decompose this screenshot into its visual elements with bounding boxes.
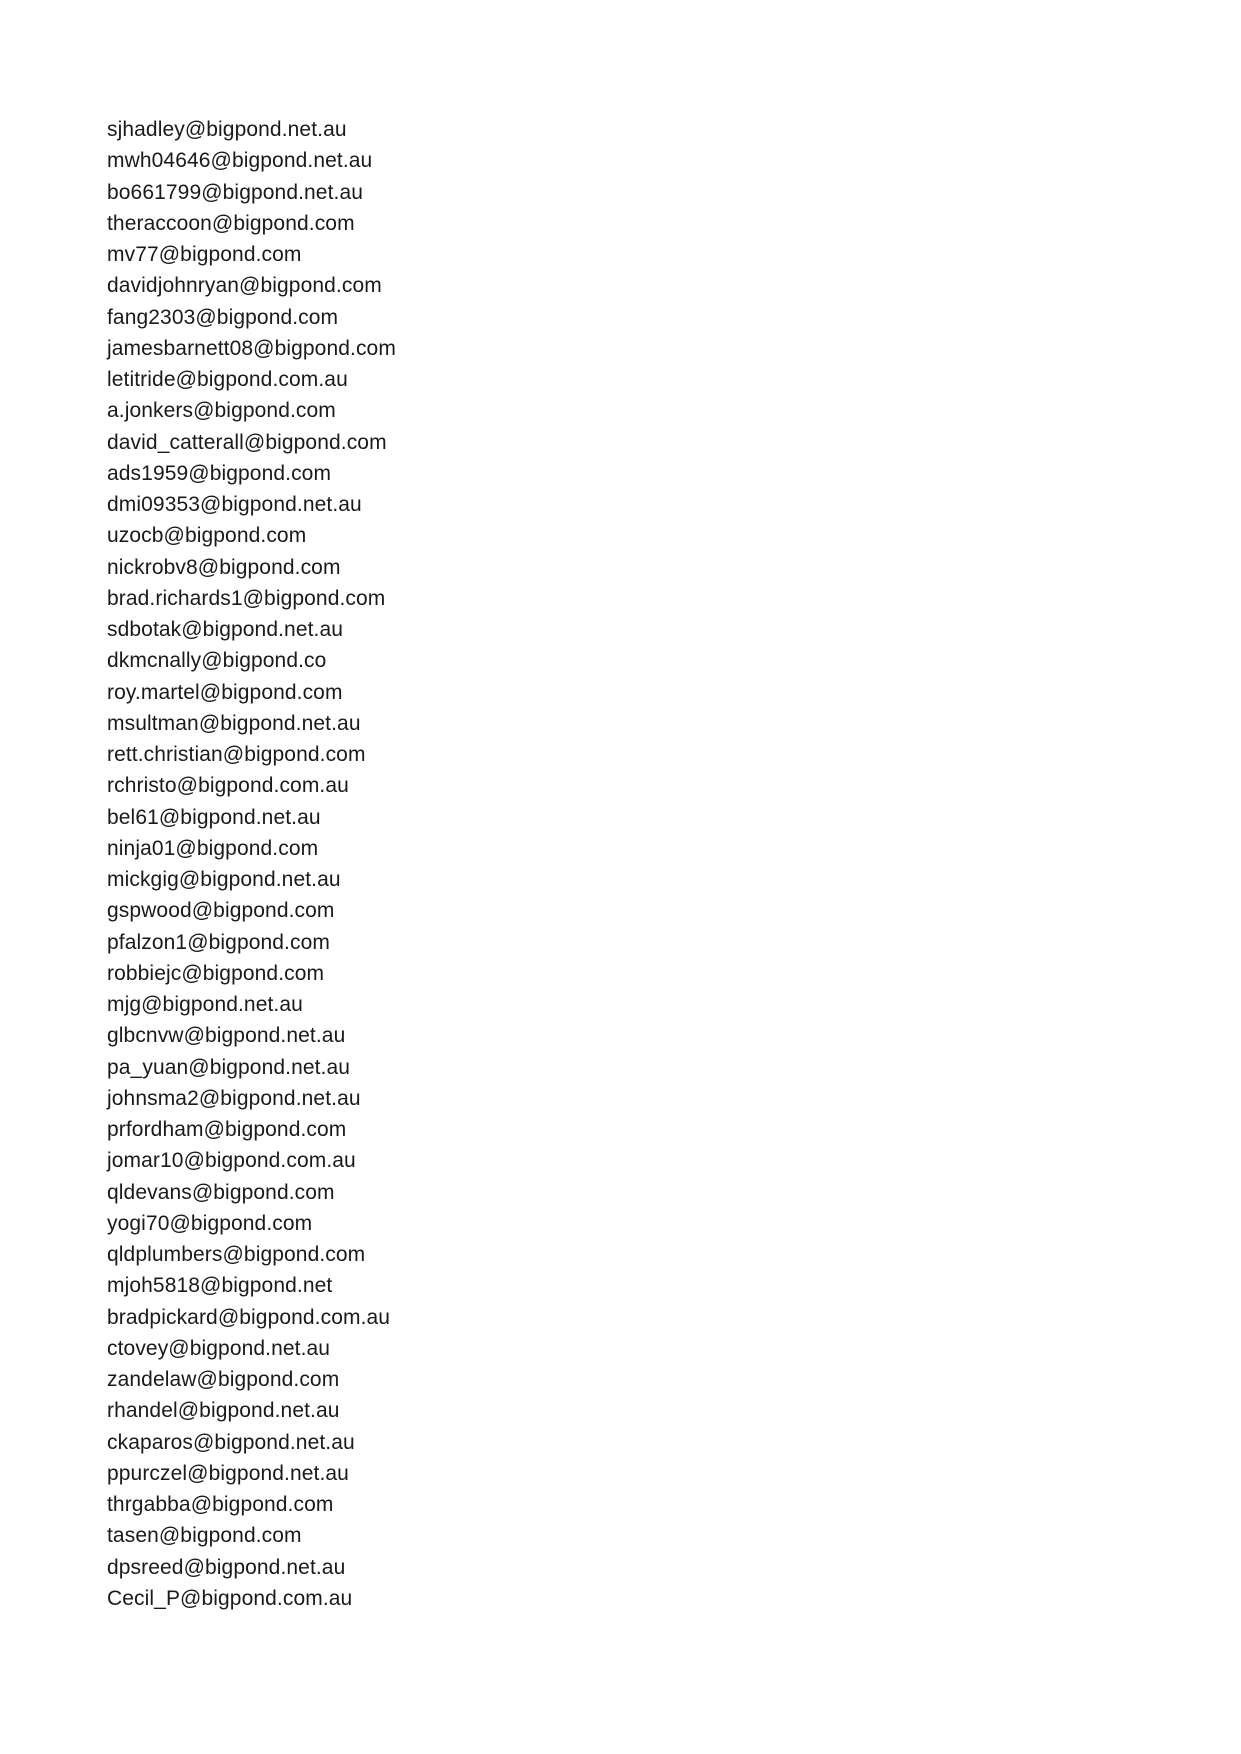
email-address: sdbotak@bigpond.net.au bbox=[107, 618, 344, 641]
email-address: gspwood@bigpond.com bbox=[107, 899, 335, 923]
email-address: uzocb@bigpond.com bbox=[107, 524, 307, 548]
email-address: dpsreed@bigpond.net.au bbox=[107, 1555, 346, 1579]
email-address: glbcnvw@bigpond.net.au bbox=[107, 1024, 346, 1048]
email-address: letitride@bigpond.com.au bbox=[107, 368, 348, 391]
email-address: david_catterall@bigpond.com bbox=[107, 430, 387, 454]
email-address: nickrobv8@bigpond.com bbox=[107, 555, 341, 579]
email-address: prfordham@bigpond.com bbox=[107, 1118, 347, 1141]
email-address: rett.christian@bigpond.com bbox=[107, 743, 366, 766]
email-address: dkmcnally@bigpond.co bbox=[107, 649, 327, 673]
email-address: mjoh5818@bigpond.net bbox=[107, 1274, 333, 1298]
email-address: brad.richards1@bigpond.com bbox=[107, 586, 386, 610]
email-address: thrgabba@bigpond.com bbox=[107, 1493, 334, 1516]
email-address: ads1959@bigpond.com bbox=[107, 461, 332, 485]
email-address: ctovey@bigpond.net.au bbox=[107, 1336, 331, 1360]
email-address: robbiejc@bigpond.com bbox=[107, 961, 325, 985]
email-address: davidjohnryan@bigpond.com bbox=[107, 274, 382, 298]
email-address: theraccoon@bigpond.com bbox=[107, 211, 355, 235]
email-address: mjg@bigpond.net.au bbox=[107, 993, 303, 1016]
email-address: mickgig@bigpond.net.au bbox=[107, 868, 341, 891]
email-address: bradpickard@bigpond.com.au bbox=[107, 1305, 391, 1329]
email-address: msultman@bigpond.net.au bbox=[107, 711, 361, 735]
email-address: johnsma2@bigpond.net.au bbox=[107, 1086, 361, 1110]
email-list bbox=[107, 114, 396, 1614]
email-address: ckaparos@bigpond.net.au bbox=[107, 1430, 355, 1454]
email-address: pa_yuan@bigpond.net.au bbox=[107, 1055, 351, 1079]
email-address: tasen@bigpond.com bbox=[107, 1524, 302, 1548]
email-address: jamesbarnett08@bigpond.com bbox=[107, 336, 396, 360]
email-address: a.jonkers@bigpond.com bbox=[107, 399, 336, 423]
email-address: yogi70@bigpond.com bbox=[107, 1211, 313, 1235]
email-address: ninja01@bigpond.com bbox=[107, 836, 319, 860]
email-address: bel61@bigpond.net.au bbox=[107, 805, 321, 829]
email-address: dmi09353@bigpond.net.au bbox=[107, 493, 362, 516]
email-address: mwh04646@bigpond.net.au bbox=[107, 149, 373, 173]
email-address: fang2303@bigpond.com bbox=[107, 305, 339, 329]
email-address: ppurczel@bigpond.net.au bbox=[107, 1461, 349, 1485]
email-address: mv77@bigpond.com bbox=[107, 243, 302, 266]
email-address: bo661799@bigpond.net.au bbox=[107, 180, 364, 204]
email-address: jomar10@bigpond.com.au bbox=[107, 1149, 356, 1173]
email-address: sjhadley@bigpond.net.au bbox=[107, 118, 347, 141]
email-address: qldevans@bigpond.com bbox=[107, 1180, 335, 1204]
email-address: pfalzon1@bigpond.com bbox=[107, 930, 330, 954]
email-address: qldplumbers@bigpond.com bbox=[107, 1243, 366, 1266]
email-address: roy.martel@bigpond.com bbox=[107, 680, 343, 704]
email-address: Cecil_P@bigpond.com.au bbox=[107, 1586, 353, 1610]
email-address: rhandel@bigpond.net.au bbox=[107, 1399, 340, 1423]
email-address: zandelaw@bigpond.com bbox=[107, 1368, 340, 1391]
email-address: rchristo@bigpond.com.au bbox=[107, 774, 349, 798]
